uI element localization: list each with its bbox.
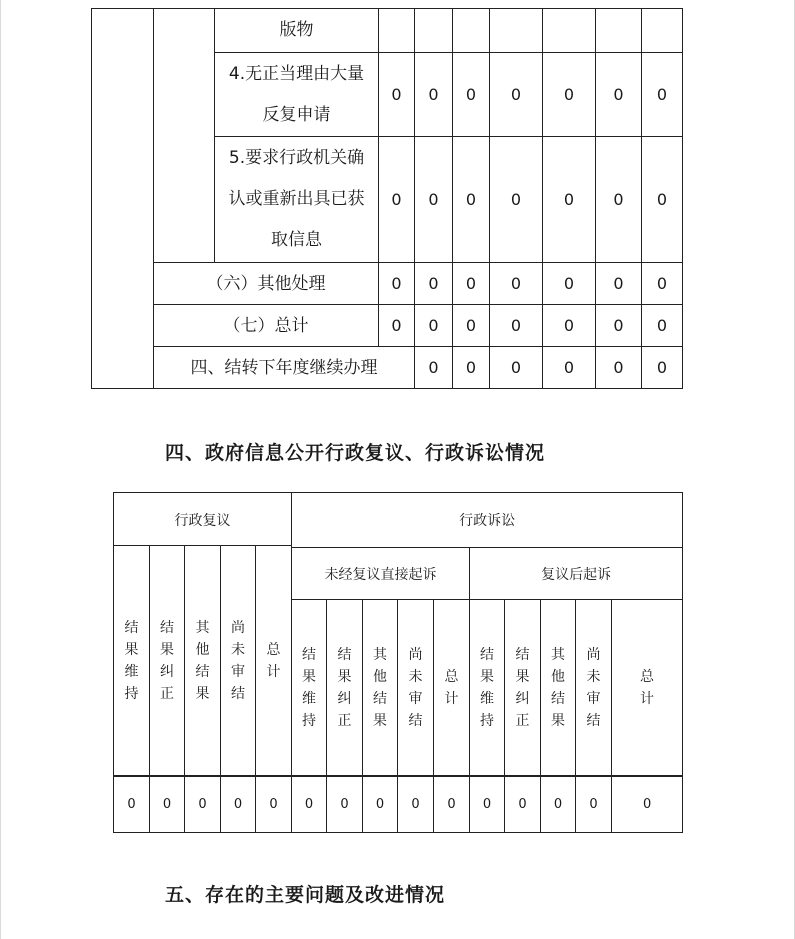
table-cell: 0 (114, 777, 150, 833)
table-cell: 0 (327, 777, 363, 833)
table-cell: 0 (150, 777, 185, 833)
table-cell: 0 (612, 777, 683, 833)
table-cell: 0 (256, 777, 292, 833)
table-cell: 0 (185, 777, 221, 833)
table-cell: 0 (490, 263, 543, 305)
table-cell: 0 (543, 137, 596, 263)
column-header (397, 599, 434, 776)
header-admin-litigation: 行政诉讼 (292, 493, 683, 548)
column-header-text: 总计 (640, 668, 654, 707)
table-cell: 0 (379, 53, 415, 137)
column-header (362, 599, 398, 776)
column-header-text: 总计 (266, 641, 281, 680)
table-cell: 0 (543, 263, 596, 305)
column-header (540, 599, 576, 776)
column-header-text: 结果纠正 (337, 646, 352, 729)
table-cell: 0 (505, 777, 541, 833)
table-cell: 0 (434, 777, 470, 833)
table-cell: 0 (292, 777, 327, 833)
table-cell: 0 (490, 347, 543, 389)
table-cell: 0 (642, 137, 683, 263)
table-cell: 0 (415, 53, 453, 137)
column-header (255, 545, 292, 776)
header-suit-after-review: 复议后起诉 (470, 548, 683, 601)
table-cell: 0 (379, 263, 415, 305)
section-4-heading: 四、政府信息公开行政复议、行政诉讼情况 (165, 442, 546, 464)
table-cell: 0 (415, 347, 453, 389)
table-cell: 0 (415, 263, 453, 305)
column-header (469, 599, 505, 776)
table-cell: 0 (490, 137, 543, 263)
column-header-text: 其他结果 (373, 646, 387, 729)
table-cell: 0 (221, 777, 256, 833)
column-header (113, 545, 150, 776)
column-header (504, 599, 541, 776)
outer-merged-cell (92, 9, 154, 389)
column-header-text: 其他结果 (195, 619, 210, 702)
table-cell: 0 (470, 777, 505, 833)
row-label-publication: 版物 (215, 9, 379, 53)
table-cell: 0 (541, 777, 576, 833)
column-header (291, 599, 327, 776)
table-cell: 0 (596, 137, 642, 263)
table-cell: 0 (596, 263, 642, 305)
table-cell: 0 (576, 777, 612, 833)
row-label-confirm-info (215, 137, 379, 263)
column-header-text: 其他结果 (551, 646, 565, 729)
table-cell: 0 (642, 263, 683, 305)
column-header (149, 545, 185, 776)
column-header-text: 结果维持 (302, 646, 316, 729)
column-header (184, 545, 221, 776)
table-cell: 0 (453, 137, 490, 263)
row-label-confirm-info-text: 5.要求行政机关确认或重新出具已获取信息 (228, 148, 365, 250)
table-cell: 0 (363, 777, 398, 833)
column-header-text: 尚未审结 (408, 646, 423, 729)
table-cell: 0 (453, 53, 490, 137)
header-admin-review: 行政复议 (114, 493, 292, 548)
column-header-text: 结果维持 (480, 646, 494, 729)
column-header-text: 结果纠正 (160, 619, 174, 702)
table-cell: 0 (415, 137, 453, 263)
table-cell: 0 (490, 53, 543, 137)
table-cell: 0 (642, 53, 683, 137)
row-label-other-handling: （六）其他处理 (154, 263, 379, 305)
table-cell: 0 (415, 305, 453, 347)
disclosure-handling-table (91, 8, 683, 389)
row-label-repeat-request-text: 4.无正当理由大量反复申请 (228, 63, 365, 125)
table-cell: 0 (398, 777, 434, 833)
table-cell: 0 (379, 305, 415, 347)
table-cell: 0 (543, 53, 596, 137)
table-cell: 0 (596, 347, 642, 389)
table-cell: 0 (453, 305, 490, 347)
inner-merged-cell (154, 9, 215, 263)
vertical-header-row (113, 545, 682, 775)
table-cell: 0 (543, 305, 596, 347)
column-header (611, 599, 683, 776)
table-cell: 0 (379, 137, 415, 263)
column-header-text: 结果纠正 (515, 646, 530, 729)
table-cell: 0 (490, 305, 543, 347)
table-cell: 0 (453, 347, 490, 389)
column-header (220, 545, 256, 776)
column-header (575, 599, 612, 776)
column-header-text: 结果维持 (124, 619, 139, 702)
row-label-repeat-request (215, 53, 379, 137)
table-cell: 0 (596, 53, 642, 137)
table-cell: 0 (453, 263, 490, 305)
table-cell: 0 (642, 347, 683, 389)
row-label-total: （七）总计 (154, 305, 379, 347)
column-header-text: 总计 (444, 668, 459, 707)
column-header (433, 599, 470, 776)
page-edge-left (0, 0, 1, 939)
row-label-carry-over: 四、结转下年度继续办理 (154, 347, 415, 389)
column-header-text: 尚未审结 (586, 646, 601, 729)
table-cell: 0 (596, 305, 642, 347)
table-cell: 0 (543, 347, 596, 389)
table-cell: 0 (642, 305, 683, 347)
section-5-heading: 五、存在的主要问题及改进情况 (165, 884, 446, 906)
column-header (326, 599, 363, 776)
column-header-text: 尚未审结 (231, 619, 245, 702)
header-direct-suit: 未经复议直接起诉 (292, 548, 470, 601)
